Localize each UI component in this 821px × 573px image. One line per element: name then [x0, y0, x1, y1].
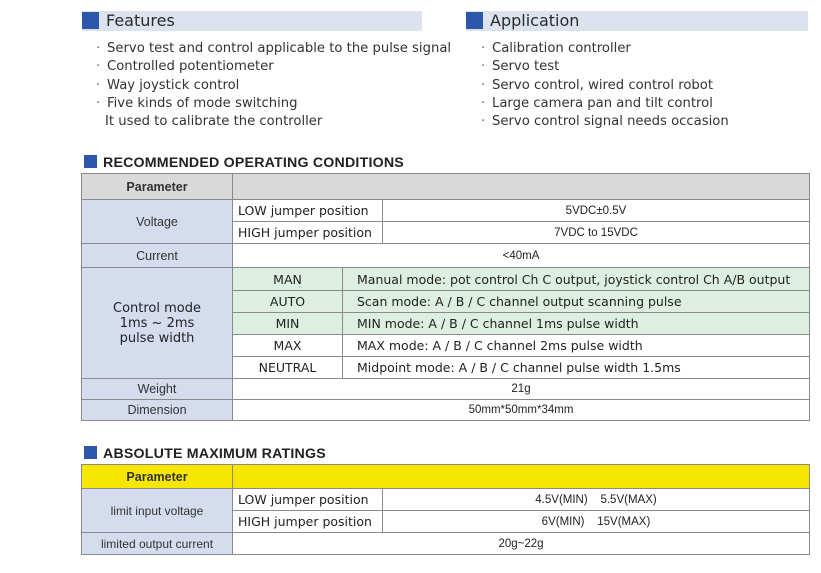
list-item: · Servo control, wired control robot: [481, 77, 714, 93]
amr-table: [81, 464, 810, 555]
mode-desc: Scan mode: A / B / C channel output scanning pulse: [343, 291, 810, 313]
list-item: · Servo test and control applicable to the pulse signal: [96, 41, 452, 56]
amr-header-fill: [233, 465, 810, 489]
weight-value: 21g: [233, 379, 810, 400]
application-list: [481, 40, 729, 131]
roc-parameter-header: Parameter: [82, 174, 233, 200]
limit-low-value: 4.5V(MIN) 5.5V(MAX): [383, 489, 810, 511]
limit-input-label: limit input voltage: [82, 489, 233, 533]
list-item: · Servo test: [481, 59, 560, 75]
mode-desc: MIN mode: A / B / C channel 1ms pulse width: [343, 313, 810, 335]
features-header: [82, 11, 422, 31]
roc-table: [81, 173, 810, 421]
application-title: Application: [490, 11, 580, 30]
list-item: · Servo control signal needs occasion: [481, 114, 729, 130]
mode-desc: MAX mode: A / B / C channel 2ms pulse width: [343, 335, 810, 357]
roc-title: RECOMMENDED OPERATING CONDITIONS: [84, 155, 404, 171]
application-square-icon: [466, 12, 483, 29]
mode-name: MAX: [233, 335, 343, 357]
mode-name: MIN: [233, 313, 343, 335]
voltage-low-label: LOW jumper position: [233, 200, 383, 222]
limit-low-label: LOW jumper position: [233, 489, 383, 511]
current-label: Current: [82, 244, 233, 268]
features-title: Features: [106, 11, 175, 30]
weight-label: Weight: [82, 379, 233, 400]
limited-output-value: 20g~22g: [233, 533, 810, 555]
mode-name: MAN: [233, 268, 343, 291]
amr-square-icon: [84, 446, 97, 459]
mode-name: NEUTRAL: [233, 357, 343, 379]
list-item: · Calibration controller: [481, 41, 631, 56]
roc-square-icon: [84, 155, 97, 168]
application-header: [466, 11, 808, 31]
features-list: [96, 40, 451, 131]
voltage-high-label: HIGH jumper position: [233, 222, 383, 244]
mode-desc: Manual mode: pot control Ch C output, joystick control Ch A/B output: [343, 268, 810, 291]
features-square-icon: [82, 12, 99, 29]
dimension-value: 50mm*50mm*34mm: [233, 400, 810, 421]
list-item: · Large camera pan and tilt control: [481, 95, 713, 111]
list-item-continuation: It used to calibrate the controller: [105, 114, 323, 130]
list-item: · Way joystick control: [96, 77, 240, 93]
control-mode-label: Control mode 1ms ~ 2ms pulse width: [82, 268, 233, 379]
voltage-low-value: 5VDC±0.5V: [383, 200, 810, 222]
voltage-high-value: 7VDC to 15VDC: [383, 222, 810, 244]
voltage-label: Voltage: [82, 200, 233, 244]
mode-desc: Midpoint mode: A / B / C channel pulse width 1.5ms: [343, 357, 810, 379]
mode-name: AUTO: [233, 291, 343, 313]
list-item: · Controlled potentiometer: [96, 59, 274, 75]
current-value: <40mA: [233, 244, 810, 268]
limited-output-label: limited output current: [82, 533, 233, 555]
limit-high-value: 6V(MIN) 15V(MAX): [383, 511, 810, 533]
limit-high-label: HIGH jumper position: [233, 511, 383, 533]
dimension-label: Dimension: [82, 400, 233, 421]
list-item: · Five kinds of mode switching: [96, 95, 298, 111]
roc-header-fill: [233, 174, 810, 200]
amr-title: ABSOLUTE MAXIMUM RATINGS: [84, 446, 326, 462]
amr-parameter-header: Parameter: [82, 465, 233, 489]
